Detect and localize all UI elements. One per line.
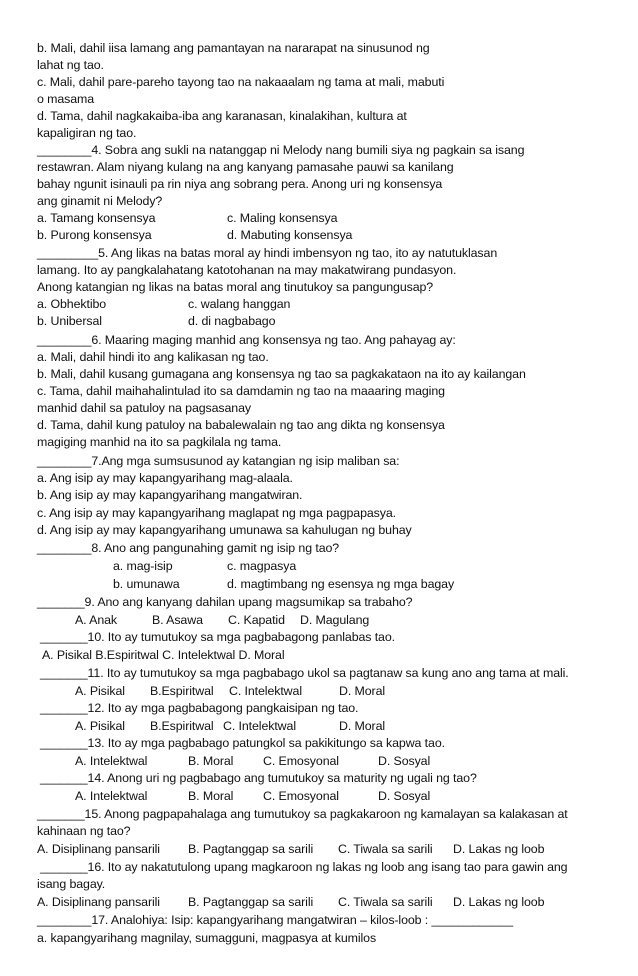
choice: B. Moral — [188, 754, 234, 768]
text-line: magiging manhid na ito sa pagkilala ng tama. — [37, 435, 282, 449]
choice: d. Mabuting konsensya — [227, 228, 353, 242]
choice: B. Pagtanggap sa sarili — [188, 895, 314, 909]
choice: d. di nagbabago — [188, 314, 276, 328]
choice: B. Pagtanggap sa sarili — [188, 842, 314, 856]
choice: B.Espiritwal — [150, 719, 214, 733]
choice: d. magtimbang ng esensya ng mga bagay — [227, 577, 455, 591]
choice: c. magpasya — [227, 559, 297, 573]
question-6: ________6. Maaring maging manhid ang konsensya ng tao. Ang pahayag ay: — [37, 333, 456, 347]
text-line: d. Tama, dahil kung patuloy na babalewalain ng tao ang dikta ng konsensya — [37, 418, 445, 432]
choice: D. Moral — [339, 684, 386, 698]
text-line: a. Mali, dahil hindi ito ang kalikasan ng tao. — [37, 350, 269, 364]
choice: b. umunawa — [113, 577, 180, 591]
text-line: ang ginamit ni Melody? — [37, 194, 163, 208]
text-line: b. Mali, dahil iisa lamang ang pamantayan na nararapat na sinusunod ng — [37, 41, 430, 55]
choice: D. Moral — [339, 719, 386, 733]
choice: B. Moral — [188, 789, 234, 803]
choice: D. Lakas ng loob — [453, 895, 545, 909]
choice: A. Disiplinang pansarili — [37, 842, 160, 856]
text-line: kahinaan ng tao? — [37, 824, 131, 838]
text-line: a. Ang isip ay may kapangyarihang mag-alaala. — [37, 471, 293, 485]
choice: D. Lakas ng loob — [453, 842, 545, 856]
choice: a. mag-isip — [113, 559, 173, 573]
text-line: b. Ang isip ay may kapangyarihang mangatwiran. — [37, 488, 303, 502]
text-line: isang bagay. — [37, 877, 106, 891]
choice: D. Sosyal — [378, 754, 431, 768]
question-17: ________17. Analohiya: Isip: kapangyarihang mangatwiran – kilos-loob : ____________ — [37, 913, 513, 927]
choice: b. Unibersal — [37, 314, 102, 328]
text-line: a. kapangyarihang magnilay, sumagguni, magpasya at kumilos — [37, 931, 377, 945]
choice: C. Tiwala sa sarili — [338, 895, 433, 909]
question-8: ________8. Ano ang pangunahing gamit ng isip ng tao? — [37, 541, 340, 555]
choice: C. Emosyonal — [263, 754, 339, 768]
choice: A. Anak — [75, 613, 118, 627]
choice: A. Intelektwal — [75, 754, 148, 768]
choice: B. Asawa — [152, 613, 203, 627]
choice: a. Tamang konsensya — [37, 211, 156, 225]
question-15: _______15. Anong pagpapahalaga ang tumutukoy sa pagkakaroon ng kamalayan sa kalakasan at — [37, 807, 568, 821]
question-14: _______14. Anong uri ng pagbabago ang tumutukoy sa maturity ng ugali ng tao? — [40, 771, 477, 785]
text-line: Anong katangian ng likas na batas moral ang tinutukoy sa pangungusap? — [37, 280, 434, 294]
text-line: c. Tama, dahil maihahalintulad ito sa damdamin ng tao na maaaring maging — [37, 384, 445, 398]
choice: A. Disiplinang pansarili — [37, 895, 160, 909]
text-line: d. Ang isip ay may kapangyarihang umunawa sa kahulugan ng buhay — [37, 523, 412, 537]
question-9: _______9. Ano ang kanyang dahilan upang magsumikap sa trabaho? — [37, 595, 413, 609]
choice: A. Intelektwal — [75, 789, 148, 803]
question-12: _______12. Ito ay mga pagbabagong pangkaisipan ng tao. — [40, 701, 359, 715]
choice: c. walang hanggan — [188, 297, 291, 311]
text-line: kapaligiran ng tao. — [37, 126, 137, 140]
text-line: b. Mali, dahil kusang gumagana ang konsensya ng tao sa pagkakataon na ito ay kailangan — [37, 367, 526, 381]
choice: B.Espiritwal — [150, 684, 214, 698]
choice: b. Purong konsensya — [37, 228, 152, 242]
choice: D. Magulang — [300, 613, 370, 627]
text-line: lamang. Ito ay pangkalahatang katotohanan na may makatwirang pundasyon. — [37, 263, 457, 277]
choice: C. Emosyonal — [263, 789, 339, 803]
question-7: ________7.Ang mga sumsusunod ay katangian ng isip maliban sa: — [37, 454, 400, 468]
text-line: d. Tama, dahil nagkakaiba-iba ang karanasan, kinalakihan, kultura at — [37, 109, 407, 123]
text-line: lahat ng tao. — [37, 58, 104, 72]
question-5: _________5. Ang likas na batas moral ay hindi imbensyon ng tao, ito ay natutuklasan — [37, 246, 498, 260]
choice: C. Intelektwal — [229, 684, 302, 698]
text-line: bahay ngunit isinauli pa rin niya ang sobrang pera. Anong uri ng konsensya — [37, 177, 443, 191]
choice: A. Pisikal — [75, 684, 125, 698]
text-line: manhid dahil sa patuloy na pagsasanay — [37, 401, 251, 415]
question-11: _______11. Ito ay tumutukoy sa mga pagbabago ukol sa pagtanaw sa kung ano ang tama at mali. — [40, 666, 569, 680]
choice-row: A. Pisikal B.Espiritwal C. Intelektwal D. Moral — [42, 648, 285, 662]
question-13: _______13. Ito ay mga pagbabago patungkol sa pakikitungo sa kapwa tao. — [40, 736, 445, 750]
text-line: restawran. Alam niyang kulang na ang kanyang pamasahe pauwi sa kanilang — [37, 160, 454, 174]
text-line: c. Mali, dahil pare-pareho tayong tao na nakaaalam ng tama at mali, mabuti — [37, 75, 445, 89]
text-line: o masama — [37, 92, 95, 106]
question-4: ________4. Sobra ang sukli na natanggap ni Melody nang bumili siya ng pagkain sa isang — [37, 143, 525, 157]
choice: a. Obhektibo — [37, 297, 107, 311]
choice: c. Maling konsensya — [227, 211, 338, 225]
choice: C. Intelektwal — [223, 719, 296, 733]
question-16: _______16. Ito ay nakatutulong upang magkaroon ng lakas ng loob ang isang tao para gawin ang — [40, 860, 568, 874]
text-line: c. Ang isip ay may kapangyarihang maglapat ng mga pagpapasya. — [37, 506, 396, 520]
choice: C. Tiwala sa sarili — [338, 842, 433, 856]
choice: A. Pisikal — [75, 719, 125, 733]
choice: D. Sosyal — [378, 789, 431, 803]
choice: C. Kapatid — [228, 613, 285, 627]
question-10: _______10. Ito ay tumutukoy sa mga pagbabagong panlabas tao. — [40, 630, 395, 644]
